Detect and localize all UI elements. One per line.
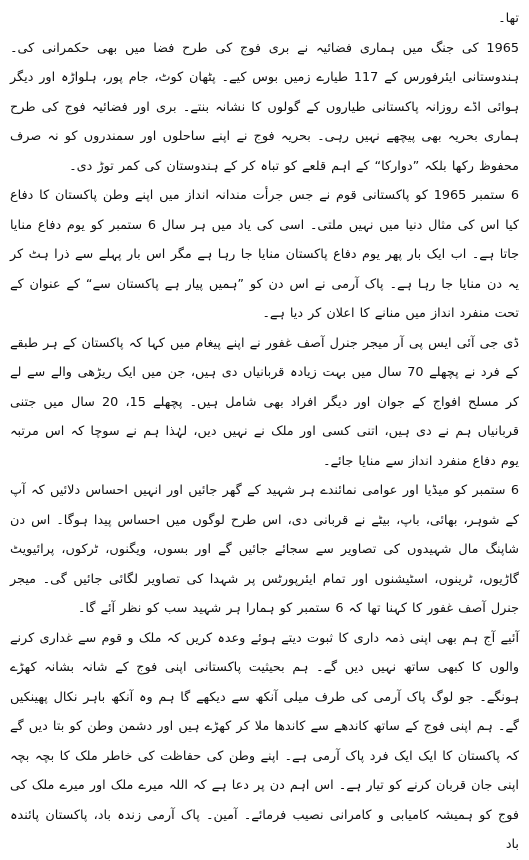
paragraph-shaheed-homage: 6 ستمبر کو میڈیا اور عوامی نمائندے ہر شہید کے گھر جائیں اور انہیں احساس دلائیں کہ آپ کے شوہر، بھائی، باپ، بیٹے نے قربانی دی، اس طرح لوگوں میں احساس پیدا ہوگا۔ اس دن شاپنگ مال شہیدوں کی تصاویر سے سجائے جائیں گے اور بسوں، ویگنوں، ٹرکوں، پرائیویٹ گاڑیوں، ٹرینوں، اسٹیشنوں اور تمام ایئرپورٹس پر شہدا کی تصاویر لگائی جائیں گی۔ میجر جنرل آصف غفور کا کہنا تھا کہ 6 ستمبر کو ہمارا ہر شہید سب کو نظر آئے گا۔: [10, 483, 519, 616]
paragraph-pledge: آئیے آج ہم بھی اپنی ذمہ داری کا ثبوت دیتے ہوئے وعدہ کریں کہ ملک و قوم سے غداری کرنے والوں کا کبھی ساتھ نہیں دیں گے۔ ہم بحیثیت پاکستانی اپنی فوج کے شانہ بشانہ کھڑے ہونگے۔ جو لوگ پاک آرمی کی طرف میلی آنکھ سے دیکھے گا ہم وہ آنکھ باہر نکال پھینکیں گے۔ ہم اپنی فوج کے ساتھ کاندھے سے کاندھا ملا کر کھڑے ہیں اور دشمن وطن کو بتا دیں گے کہ پاکستان کا ایک ایک فرد پاک آرمی ہے۔ اپنے وطن کی حفاظت کی خاطر ملک کا بچہ بچہ اپنی جان قربان کرنے کو تیار ہے۔ اس اہم دن پر دعا ہے کہ اللہ میرے ملک اور میرے ملک کی فوج کو ہمیشہ کامیابی و کامرانی نصیب فرمائے۔ آمین۔ پاک آرمی زندہ باد، پاکستان پائندہ باد: [10, 630, 519, 852]
paragraph-dg-ispr-message: ڈی جی آئی ایس پی آر میجر جنرل آصف غفور نے اپنے پیغام میں کہا کہ پاکستان کے ہر طبقے کے فرد نے پچھلے 70 سال میں بہت زیادہ قربانیاں دی ہیں، جن میں ایک ریڑھی والے سے لے کر مسلح افواج کے جوان اور دیگر افراد بھی شامل ہیں۔ پچھلے 15، 20 سال میں جتنی قربانیاں ہم نے دی ہیں، اتنی کسی اور ملک نے نہیں دیں، لہٰذا ہم نے سوچا کہ اس مرتبہ یوم دفاع منفرد انداز سے منایا جائے۔: [10, 335, 519, 469]
paragraph-defence-day: 6 ستمبر 1965 کو پاکستانی قوم نے جس جرأت مندانہ انداز میں اپنے وطن پاکستان کا دفاع کیا اس کی مثال دنیا میں نہیں ملتی۔ اسی کی یاد میں ہر سال 6 ستمبر کو یوم دفاع منایا جاتا ہے۔ اب ایک بار پھر یوم دفاع پاکستان منایا جا رہا ہے مگر اس بار پہلے سے ذرا ہٹ کر یہ دن منایا جا رہا ہے۔ پاک آرمی نے اس دن کو ”ہمیں پیار ہے پاکستان سے“ کے عنوان کے تحت منفرد انداز میں منانے کا اعلان کر دیا ہے۔: [10, 188, 520, 321]
paragraph-air-force-1965: 1965 کی جنگ میں ہماری فضائیہ نے بری فوج کی طرح فضا میں بھی حکمرانی کی۔ ہندوستانی ایئرفورس کے 117 طیارے زمیں بوس کیے۔ پٹھان کوٹ، جام پور، ہلواڑہ اور دیگر ہوائی اڈے روزانہ پاکستانی طیاروں کے گولوں کا نشانہ بنتے۔ بری اور فضائیہ فوج کی طرح ہماری بحریہ بھی پیچھے نہیں رہی۔ بحریہ فوج نے اپنے ساحلوں اور سمندروں کو نہ صرف محفوظ رکھا بلکہ ”دوارکا“ کے اہم قلعے کو تباہ کر کے ہندوستان کی کمر توڑ دی۔: [10, 40, 519, 174]
paragraph-continuation: تھا۔: [498, 11, 519, 26]
